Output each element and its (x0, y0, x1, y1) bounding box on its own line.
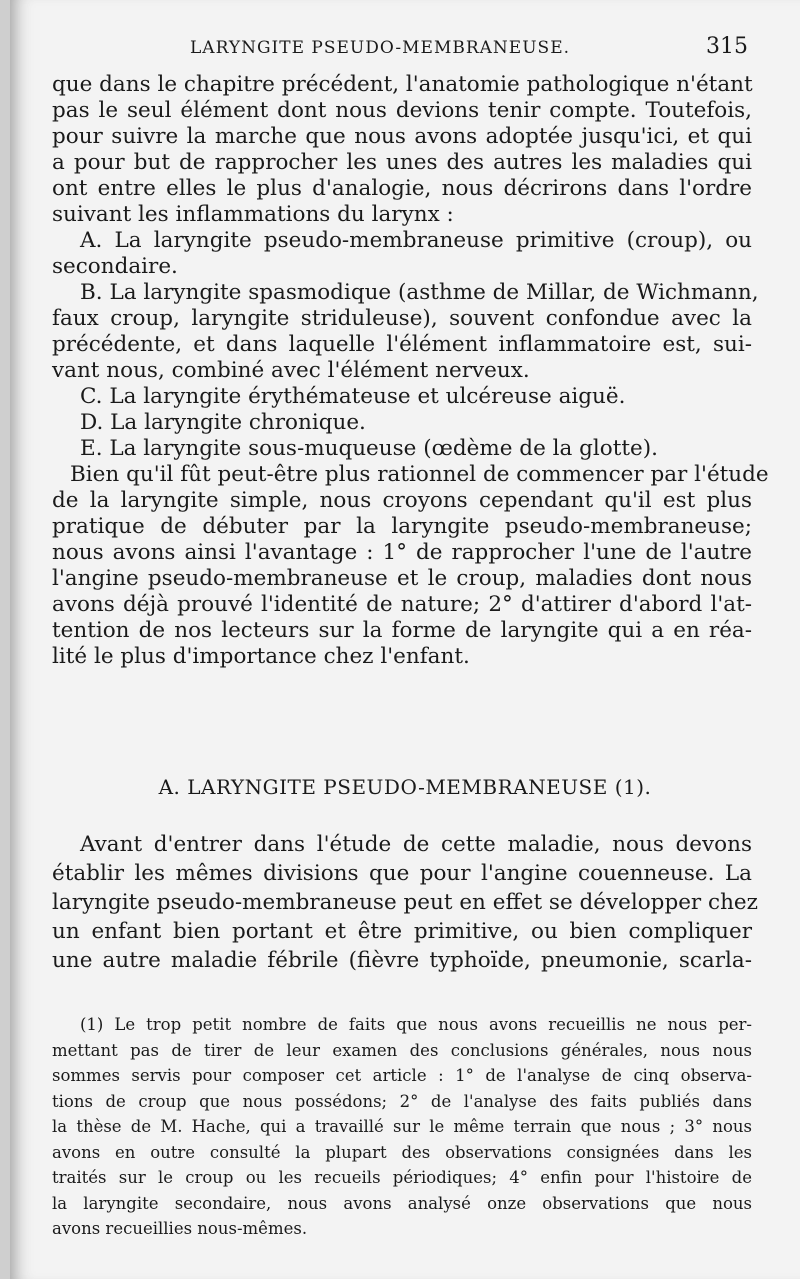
text-line: tention de nos lecteurs sur la forme de laryngite qui a en réa- (52, 618, 752, 643)
text-line: l'angine pseudo-membraneuse et le croup, maladies dont nous (52, 566, 752, 591)
section-heading: A. LARYNGITE PSEUDO-MEMBRANEUSE (1). (158, 775, 652, 799)
list-item-c: C. La laryngite érythémateuse et ulcéreuse aiguë. (80, 384, 626, 409)
text-line: nous avons ainsi l'avantage : 1° de rapprocher l'une de l'autre (52, 540, 752, 565)
footnote-line: mettant pas de tirer de leur examen des conclusions générales, nous nous (52, 1040, 752, 1060)
footnote-line: avons en outre consulté la plupart des observations consignées dans les (52, 1142, 752, 1162)
footnote (52, 1012, 752, 1242)
footnote-line: traités sur le croup ou les recueils périodiques; 4° enfin pour l'histoire de (52, 1168, 752, 1187)
book-page (10, 0, 800, 1279)
footnote-line: sommes servis pour composer cet article : 1° de l'analyse de cinq observa- (52, 1066, 752, 1085)
text-line: établir les mêmes divisions que pour l'angine couenneuse. La (52, 861, 752, 886)
footnote-line: la thèse de M. Hache, qui a travaillé sur le même terrain que nous ; 3° nous (52, 1117, 752, 1136)
text-line: avons déjà prouvé l'identité de nature; 2° d'attirer d'abord l'at- (52, 592, 752, 617)
text-line: faux croup, laryngite striduleuse), souvent confondue avec la (52, 306, 752, 331)
text-line: pour suivre la marche que nous avons adoptée jusqu'ici, et qui (52, 124, 752, 149)
list-item-d: D. La laryngite chronique. (80, 410, 366, 435)
text-line: secondaire. (52, 254, 178, 279)
footnote-line: tions de croup que nous possédons; 2° de l'analyse des faits publiés dans (52, 1091, 752, 1111)
text-line: que dans le chapitre précédent, l'anatomie pathologique n'étant (52, 72, 753, 97)
text-line: Avant d'entrer dans l'étude de cette maladie, nous devons (80, 832, 752, 857)
list-item-b: B. La laryngite spasmodique (asthme de Millar, de Wichmann, (80, 280, 759, 305)
footnote-line: la laryngite secondaire, nous avons analysé onze observations que nous (52, 1193, 752, 1213)
text-line: de la laryngite simple, nous croyons cependant qu'il est plus (52, 488, 752, 513)
text-line: laryngite pseudo-membraneuse peut en effet se développer chez (52, 890, 758, 915)
section-text (52, 830, 758, 975)
page-number: 315 (706, 34, 748, 59)
page-header (10, 34, 800, 68)
text-line: lité le plus d'importance chez l'enfant. (52, 644, 470, 669)
text-line: un enfant bien portant et être primitive, ou bien compliquer (52, 919, 752, 944)
text-line: Bien qu'il fût peut-être plus rationnel de commencer par l'étude (70, 462, 769, 487)
text-line: précédente, et dans laquelle l'élément inflammatoire est, sui- (52, 332, 752, 357)
footnote-line: avons recueillies nous-mêmes. (52, 1219, 308, 1238)
text-line: pratique de débuter par la laryngite pseudo-membraneuse; (52, 514, 752, 539)
list-item-a: A. La laryngite pseudo-membraneuse primitive (croup), ou (80, 228, 752, 253)
text-line: vant nous, combiné avec l'élément nerveux. (52, 358, 530, 383)
footnote-line: (1) Le trop petit nombre de faits que nous avons recueillis ne nous per- (80, 1015, 752, 1034)
text-line: a pour but de rapprocher les unes des autres les maladies qui (52, 150, 752, 175)
list-item-e: E. La laryngite sous-muqueuse (œdème de la glotte). (80, 436, 658, 461)
text-line: une autre maladie fébrile (fièvre typhoïde, pneumonie, scarla- (52, 948, 752, 973)
body-text (52, 72, 769, 670)
text-line: ont entre elles le plus d'analogie, nous décrirons dans l'ordre (52, 176, 752, 201)
text-line: suivant les inflammations du larynx : (52, 202, 454, 227)
text-line: pas le seul élément dont nous devions tenir compte. Toutefois, (52, 98, 752, 123)
running-head: LARYNGITE PSEUDO-MEMBRANEUSE. (190, 38, 571, 58)
